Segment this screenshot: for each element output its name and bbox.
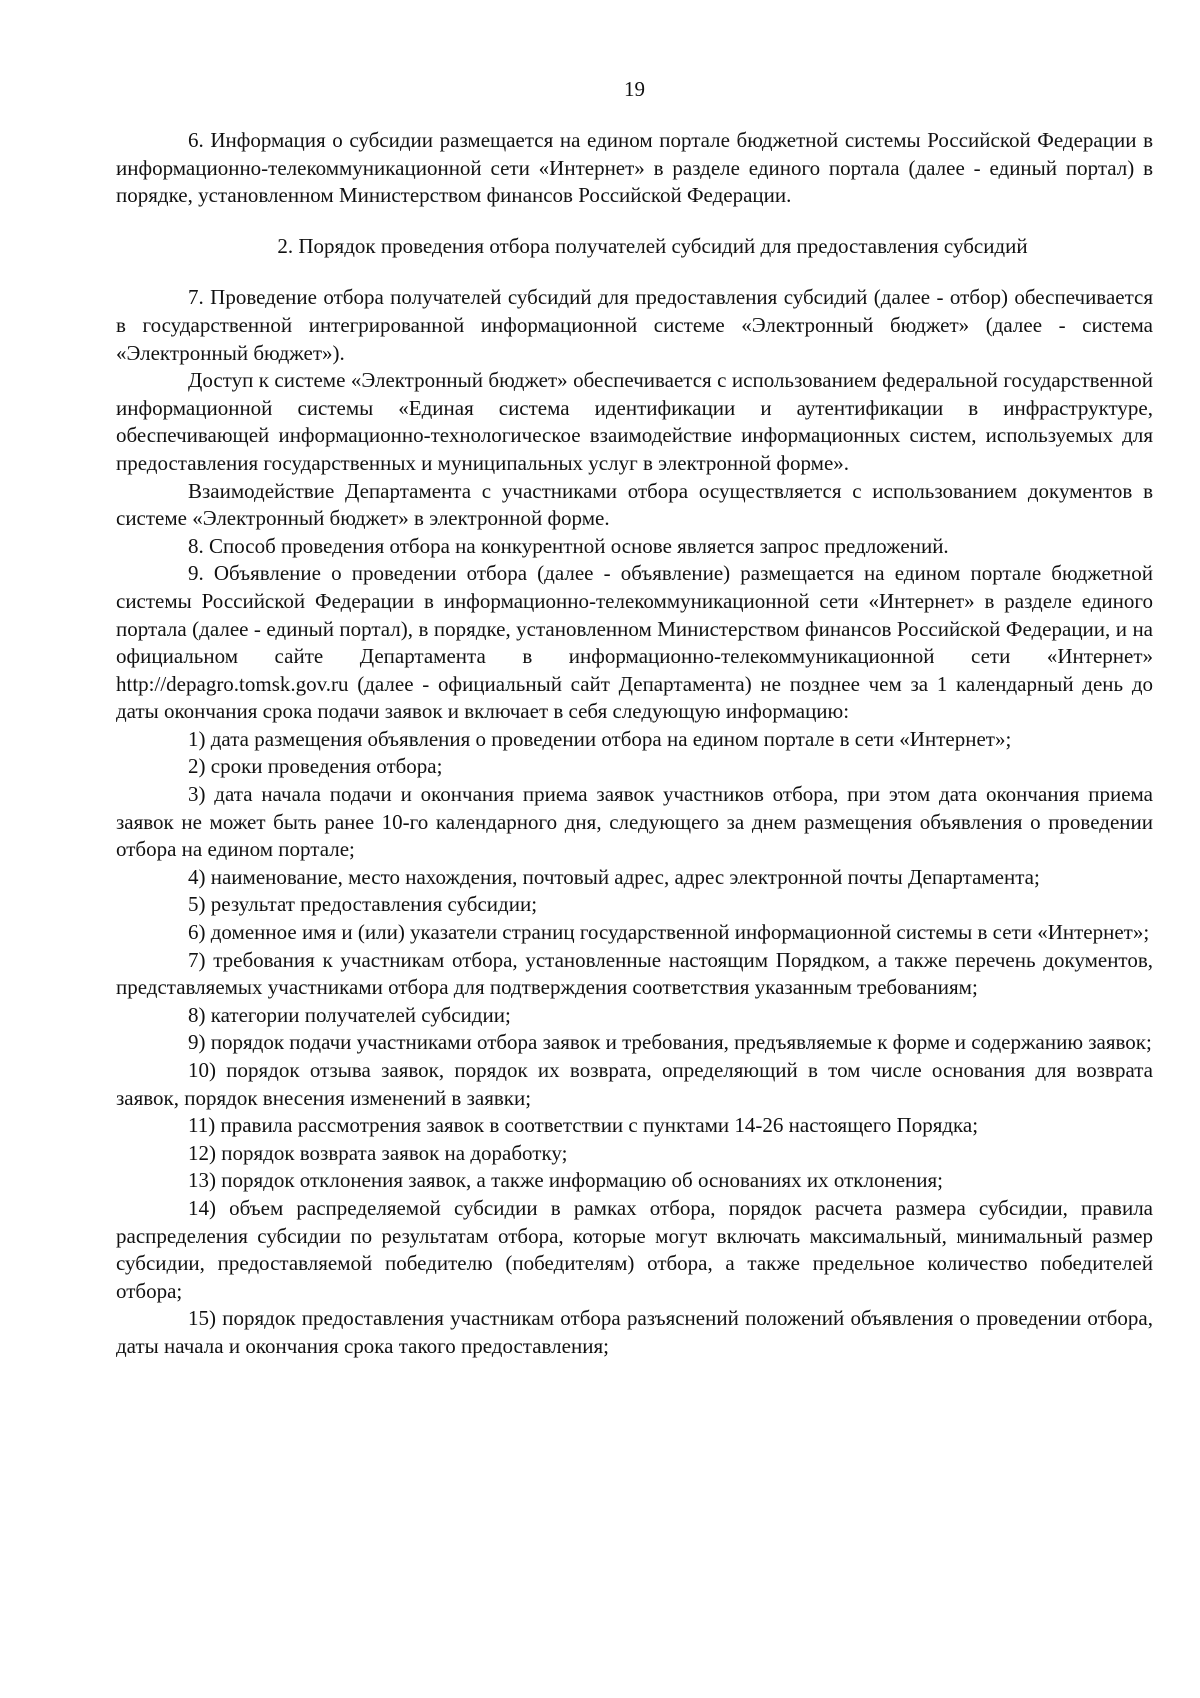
paragraph-9: 9. Объявление о проведении отбора (далее - объявление) размещается на едином портале бюджетной системы Российской Федерации в информационно-телекоммуникационной сети «Интернет» в разделе единого портала (далее - единый портал), в порядке, установленном Министерством финансов Российской Федерации, и на официальном сайте Департамента в информационно-телекоммуникационной сети «Интернет» http://depagro.tomsk.gov.ru (далее - официальный сайт Департамента) не позднее чем за 1 календарный день до даты окончания срока подачи заявок и включает в себя следующую информацию: (116, 561, 1153, 724)
list-item-8: 8) категории получателей субсидии; (188, 1002, 511, 1027)
list-item-3: 3) дата начала подачи и окончания приема заявок участников отбора, при этом дата окончания приема заявок не может быть ранее 10-го календарного дня, следующего за днем размещения объявления о проведении отбора на едином портале; (116, 782, 1153, 862)
list-item-7: 7) требования к участникам отбора, установленные настоящим Порядком, а также перечень документов, представляемых участниками отбора для подтверждения соответствия указанным требованиям; (116, 947, 1153, 1000)
list-item-4: 4) наименование, место нахождения, почтовый адрес, адрес электронной почты Департамента; (188, 864, 1040, 889)
document-page (116, 76, 1153, 1361)
paragraph-6: 6. Информация о субсидии размещается на едином портале бюджетной системы Российской Федерации в информационно-телекоммуникационной сети «Интернет» в разделе единого портала (далее - единый портал) в порядке, установленном Министерством финансов Российской Федерации. (116, 128, 1153, 208)
page-number: 19 (624, 77, 645, 101)
list-item-14: 14) объем распределяемой субсидии в рамках отбора, порядок расчета размера субсидии, правила распределения субсидии по результатам отбора, которые могут включать максимальный, минимальный размер субсидии, предоставляемой победителю (победителям) отбора, а также предельное количество победителей отбора; (116, 1195, 1153, 1303)
list-item-12: 12) порядок возврата заявок на доработку; (188, 1140, 568, 1165)
list-item-2: 2) сроки проведения отбора; (188, 754, 443, 779)
list-item-5: 5) результат предоставления субсидии; (188, 892, 538, 917)
list-item-6: 6) доменное имя и (или) указатели страниц государственной информационной системы в сети «Интернет»; (188, 920, 1150, 945)
paragraph-8: 8. Способ проведения отбора на конкурентной основе является запрос предложений. (188, 533, 949, 558)
list-item-13: 13) порядок отклонения заявок, а также информацию об основаниях их отклонения; (188, 1168, 943, 1193)
paragraph-7: 7. Проведение отбора получателей субсидий для предоставления субсидий (далее - отбор) обеспечивается в государственной интегрированной информационной системе «Электронный бюджет» (далее - система «Электронный бюджет»). (116, 285, 1153, 365)
paragraph-access: Доступ к системе «Электронный бюджет» обеспечивается с использованием федеральной государственной информационной системы «Единая система идентификации и аутентификации в инфраструктуре, обеспечивающей информационно-технологическое взаимодействие информационных систем, используемых для предоставления государственных и муниципальных услуг в электронной форме». (116, 368, 1153, 475)
list-item-11: 11) правила рассмотрения заявок в соответствии с пунктами 14-26 настоящего Порядка; (188, 1113, 979, 1138)
list-item-15: 15) порядок предоставления участникам отбора разъяснений положений объявления о проведении отбора, даты начала и окончания срока такого предоставления; (116, 1306, 1153, 1358)
list-item-1: 1) дата размещения объявления о проведении отбора на едином портале в сети «Интернет»; (188, 726, 1012, 751)
paragraph-interaction: Взаимодействие Департамента с участниками отбора осуществляется с использованием документов в системе «Электронный бюджет» в электронной форме. (116, 478, 1153, 531)
list-item-10: 10) порядок отзыва заявок, порядок их возврата, определяющий в том числе основания для возврата заявок, порядок внесения изменений в заявки; (116, 1058, 1153, 1110)
list-item-9: 9) порядок подачи участниками отбора заявок и требования, предъявляемые к форме и содержанию заявок; (188, 1030, 1152, 1055)
section-heading: 2. Порядок проведения отбора получателей субсидий для предоставления субсидий (277, 233, 1028, 258)
